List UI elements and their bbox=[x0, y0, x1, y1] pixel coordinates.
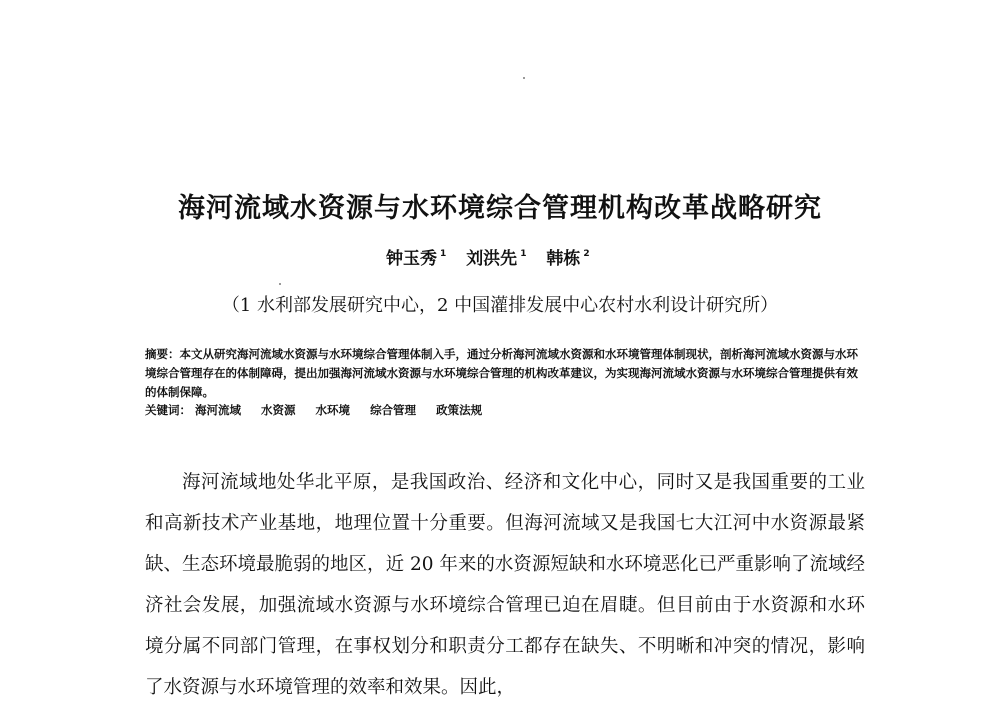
author bbox=[546, 244, 589, 269]
affiliation: （1 水利部发展研究中心，2 中国灌排发展中心农村水利设计研究所） bbox=[221, 295, 779, 316]
keywords bbox=[145, 402, 865, 418]
keyword: 水环境 bbox=[315, 403, 351, 417]
author-name: 韩栋 bbox=[546, 249, 581, 269]
affiliation-mark: 1 bbox=[440, 249, 447, 259]
keyword: 综合管理 bbox=[370, 403, 417, 417]
author-name: 刘洪先 bbox=[466, 249, 518, 269]
abstract-text: 本文从研究海河流域水资源与水环境综合管理体制入手，通过分析海河流域水资源和水环境管理体制现状，剖析海河流域水资源与水环境综合管理存在的体制障碍，提出加强海河流域水资源与水环境综合管理的机构改革建议，为实现海河流域水资源与水环境综合管理提供有效的体制保障。 bbox=[145, 347, 858, 399]
author bbox=[466, 244, 526, 269]
keyword: 海河流域 bbox=[195, 403, 242, 417]
paper-title: 海河流域水资源与水环境综合管理机构改革战略研究 bbox=[178, 193, 822, 224]
affiliation-mark: 1 bbox=[520, 249, 527, 259]
keyword: 政策法规 bbox=[436, 403, 483, 417]
body-paragraph: 海河流域地处华北平原，是我国政治、经济和文化中心，同时又是我国重要的工业和高新技术产业基地，地理位置十分重要。但海河流域又是我国七大江河中水资源最紧缺、生态环境最脆弱的地区，近 20 年来的水资源短缺和水环境恶化已严重影响了流域经济社会发展，加强流域水资源与水环境综合管理已迫在眉睫。但目前由于水资源和水环境分属不同部门管理，在事权划分和职责分工都存在缺失、不明晰和冲突的情况，影响了水资源与水环境管理的效率和效果。因此， bbox=[145, 472, 865, 698]
scan-speck bbox=[279, 283, 281, 285]
author bbox=[386, 244, 446, 269]
keywords-label: 关键词： bbox=[145, 403, 191, 417]
keyword: 水资源 bbox=[261, 403, 296, 417]
author-list bbox=[386, 244, 646, 269]
abstract-label: 摘要： bbox=[145, 347, 180, 361]
abstract bbox=[145, 345, 865, 402]
scan-speck bbox=[523, 77, 525, 79]
author-name: 钟玉秀 bbox=[386, 249, 437, 269]
affiliation-mark: 2 bbox=[583, 249, 590, 259]
